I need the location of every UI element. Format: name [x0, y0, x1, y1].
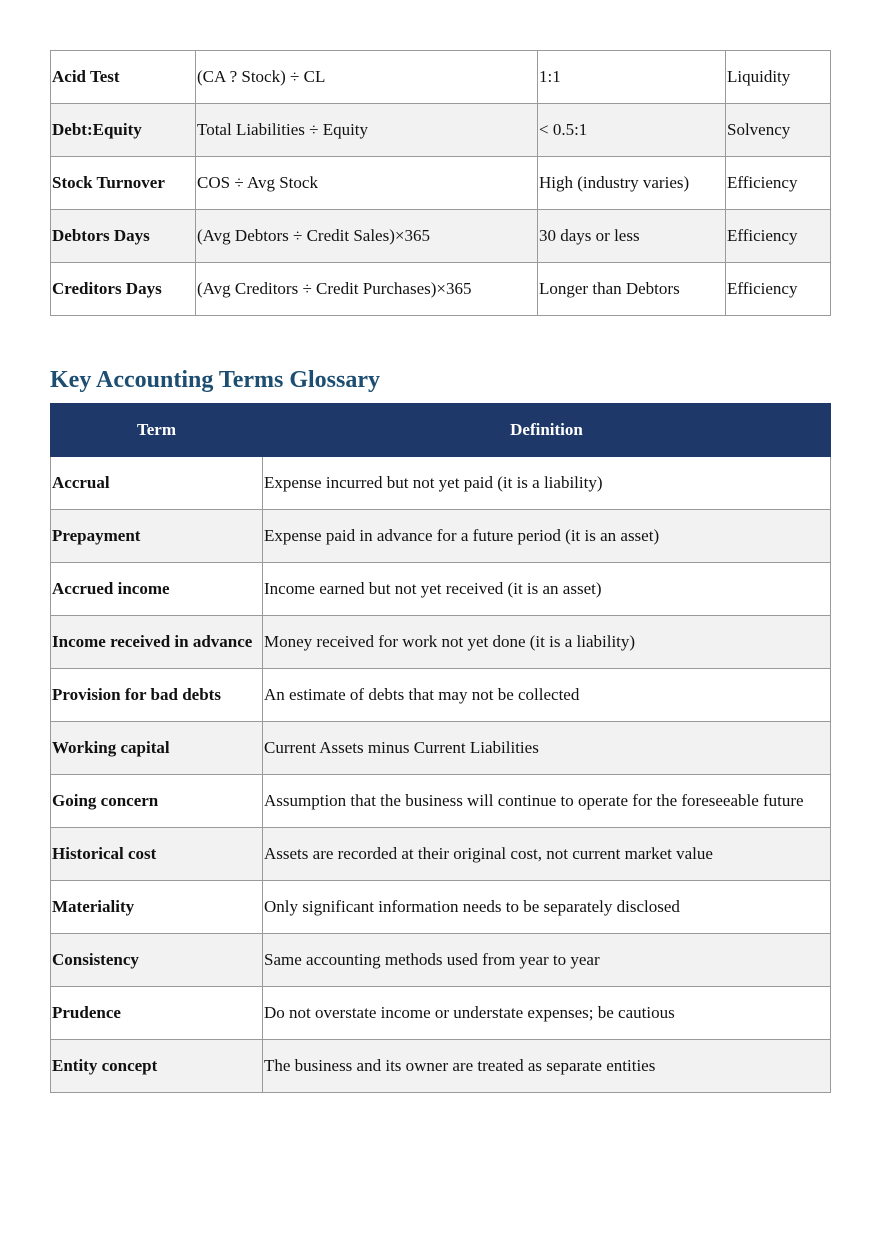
table-row: [51, 51, 831, 104]
ratio-category: Solvency: [726, 104, 831, 157]
glossary-term: Going concern: [51, 775, 263, 828]
table-row: [51, 616, 831, 669]
ratio-benchmark: High (industry varies): [538, 157, 726, 210]
ratio-benchmark: < 0.5:1: [538, 104, 726, 157]
glossary-term: Materiality: [51, 881, 263, 934]
ratio-benchmark: Longer than Debtors: [538, 263, 726, 316]
table-row: [51, 104, 831, 157]
glossary-term: Entity concept: [51, 1040, 263, 1093]
table-row: [51, 510, 831, 563]
glossary-definition: Current Assets minus Current Liabilities: [263, 722, 831, 775]
ratio-name: Debt:Equity: [51, 104, 196, 157]
ratio-benchmark: 30 days or less: [538, 210, 726, 263]
ratio-formula: Total Liabilities ÷ Equity: [196, 104, 538, 157]
table-row: [51, 563, 831, 616]
ratio-name: Creditors Days: [51, 263, 196, 316]
glossary-term: Prepayment: [51, 510, 263, 563]
table-row: [51, 987, 831, 1040]
glossary-definition: Only significant information needs to be separately disclosed: [263, 881, 831, 934]
ratios-table: [50, 50, 831, 316]
glossary-definition: Money received for work not yet done (it is a liability): [263, 616, 831, 669]
table-row: [51, 457, 831, 510]
glossary-term: Accrual: [51, 457, 263, 510]
glossary-term: Consistency: [51, 934, 263, 987]
glossary-definition: Expense paid in advance for a future period (it is an asset): [263, 510, 831, 563]
glossary-term: Working capital: [51, 722, 263, 775]
ratio-category: Liquidity: [726, 51, 831, 104]
glossary-definition: Same accounting methods used from year to year: [263, 934, 831, 987]
glossary-title: Key Accounting Terms Glossary: [50, 367, 381, 393]
glossary-header-row: [51, 404, 831, 457]
table-row: [51, 775, 831, 828]
ratio-formula: (Avg Creditors ÷ Credit Purchases)×365: [196, 263, 538, 316]
ratio-benchmark: 1:1: [538, 51, 726, 104]
table-row: [51, 934, 831, 987]
glossary-term: Prudence: [51, 987, 263, 1040]
glossary-definition: Income earned but not yet received (it is an asset): [263, 563, 831, 616]
glossary-definition: The business and its owner are treated as separate entities: [263, 1040, 831, 1093]
glossary-definition: Assets are recorded at their original cost, not current market value: [263, 828, 831, 881]
ratio-category: Efficiency: [726, 263, 831, 316]
glossary-term: Provision for bad debts: [51, 669, 263, 722]
table-row: [51, 210, 831, 263]
table-row: [51, 828, 831, 881]
ratio-name: Acid Test: [51, 51, 196, 104]
glossary-definition: An estimate of debts that may not be collected: [263, 669, 831, 722]
table-row: [51, 263, 831, 316]
ratio-name: Stock Turnover: [51, 157, 196, 210]
glossary-term: Income received in advance: [51, 616, 263, 669]
glossary-definition: Do not overstate income or understate expenses; be cautious: [263, 987, 831, 1040]
table-row: [51, 881, 831, 934]
table-row: [51, 722, 831, 775]
term-column-header: Term: [51, 404, 263, 457]
ratio-formula: (Avg Debtors ÷ Credit Sales)×365: [196, 210, 538, 263]
glossary-definition: Assumption that the business will continue to operate for the foreseeable future: [263, 775, 831, 828]
ratio-category: Efficiency: [726, 210, 831, 263]
definition-column-header: Definition: [263, 404, 831, 457]
ratio-formula: COS ÷ Avg Stock: [196, 157, 538, 210]
ratio-category: Efficiency: [726, 157, 831, 210]
glossary-definition: Expense incurred but not yet paid (it is a liability): [263, 457, 831, 510]
glossary-term: Accrued income: [51, 563, 263, 616]
ratio-name: Debtors Days: [51, 210, 196, 263]
table-row: [51, 669, 831, 722]
ratio-formula: (CA ? Stock) ÷ CL: [196, 51, 538, 104]
table-row: [51, 157, 831, 210]
glossary-term: Historical cost: [51, 828, 263, 881]
glossary-table: [50, 403, 831, 1093]
table-row: [51, 1040, 831, 1093]
